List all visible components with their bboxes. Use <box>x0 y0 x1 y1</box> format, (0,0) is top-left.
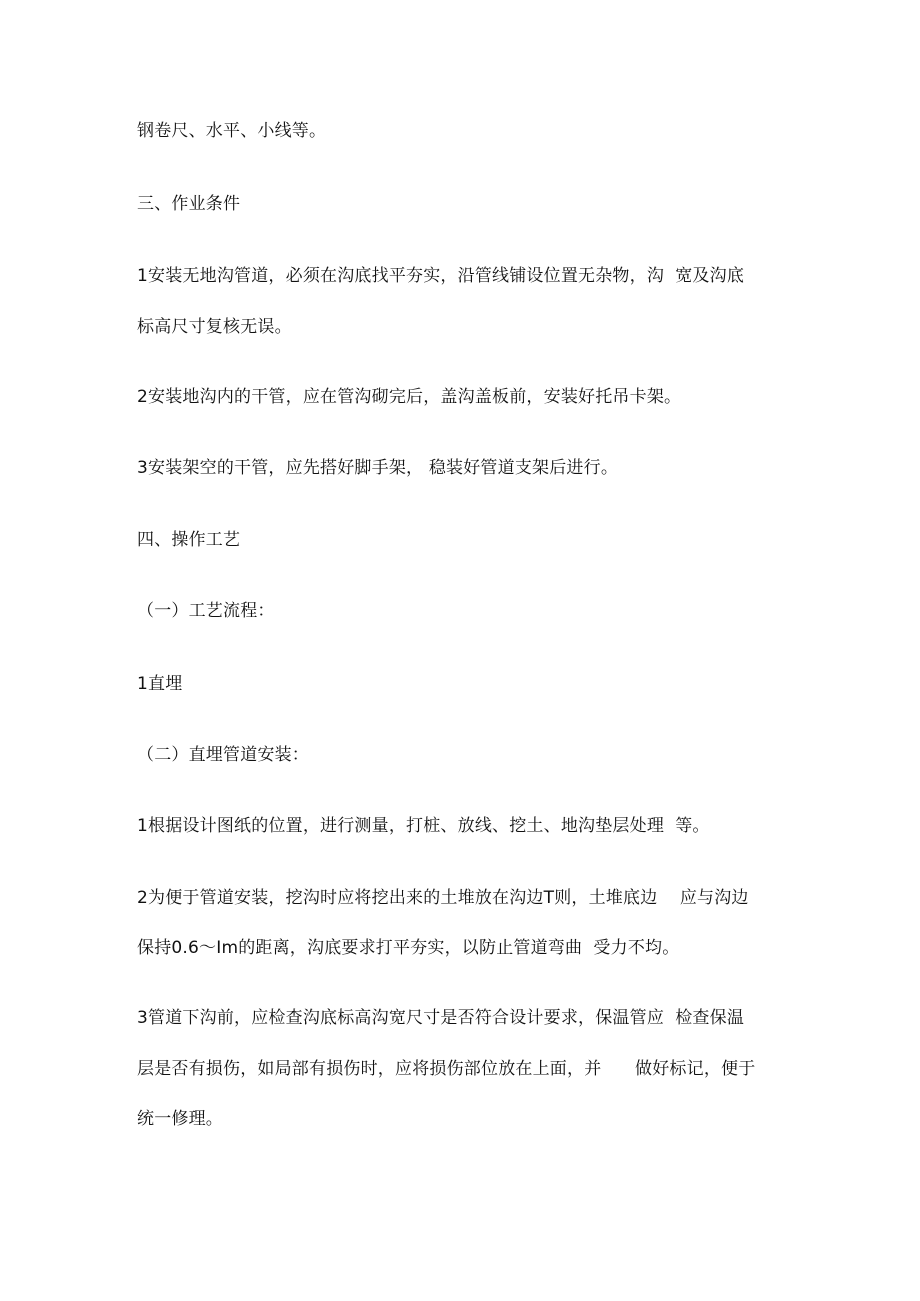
text-line-condition-1a: 1安装无地沟管道，必须在沟底找平夯实，沿管线铺设位置无杂物，沟 宽及沟底 <box>137 266 745 286</box>
subheading-burial-install: （二）直埋管道安装： <box>137 745 309 765</box>
text-line-condition-2: 2安装地沟内的干管，应在管沟砌完后，盖沟盖板前，安装好托吊卡架。 <box>137 387 682 407</box>
text-line-step-1: 1根据设计图纸的位置，进行测量，打桩、放线、挖土、地沟垫层处理 等。 <box>137 816 710 836</box>
text-line-materials: 钢卷尺、水平、小线等。 <box>137 121 327 141</box>
text-line-step-3b: 层是否有损伤，如局部有损伤时，应将损伤部位放在上面，并 做好标记，便于 <box>137 1059 756 1079</box>
section-heading-conditions: 三、作业条件 <box>137 194 241 214</box>
text-line-condition-1b: 标高尺寸复核无误。 <box>137 317 292 337</box>
text-line-step-3a: 3管道下沟前，应检查沟底标高沟宽尺寸是否符合设计要求，保温管应 检查保温 <box>137 1008 745 1028</box>
text-line-step-2b: 保持0.6～Im的距离，沟底要求打平夯实，以防止管道弯曲 受力不均。 <box>137 938 680 958</box>
text-line-direct-burial: 1直埋 <box>137 674 183 694</box>
text-line-condition-3: 3安装架空的干管，应先搭好脚手架， 稳装好管道支架后进行。 <box>137 458 619 478</box>
text-line-step-3c: 统一修理。 <box>137 1109 223 1129</box>
text-line-step-2a: 2为便于管道安装，挖沟时应将挖出来的土堆放在沟边T则，土堆底边 应与沟边 <box>137 888 749 908</box>
subheading-workflow: （一）工艺流程： <box>137 601 275 621</box>
section-heading-process: 四、操作工艺 <box>137 530 241 550</box>
